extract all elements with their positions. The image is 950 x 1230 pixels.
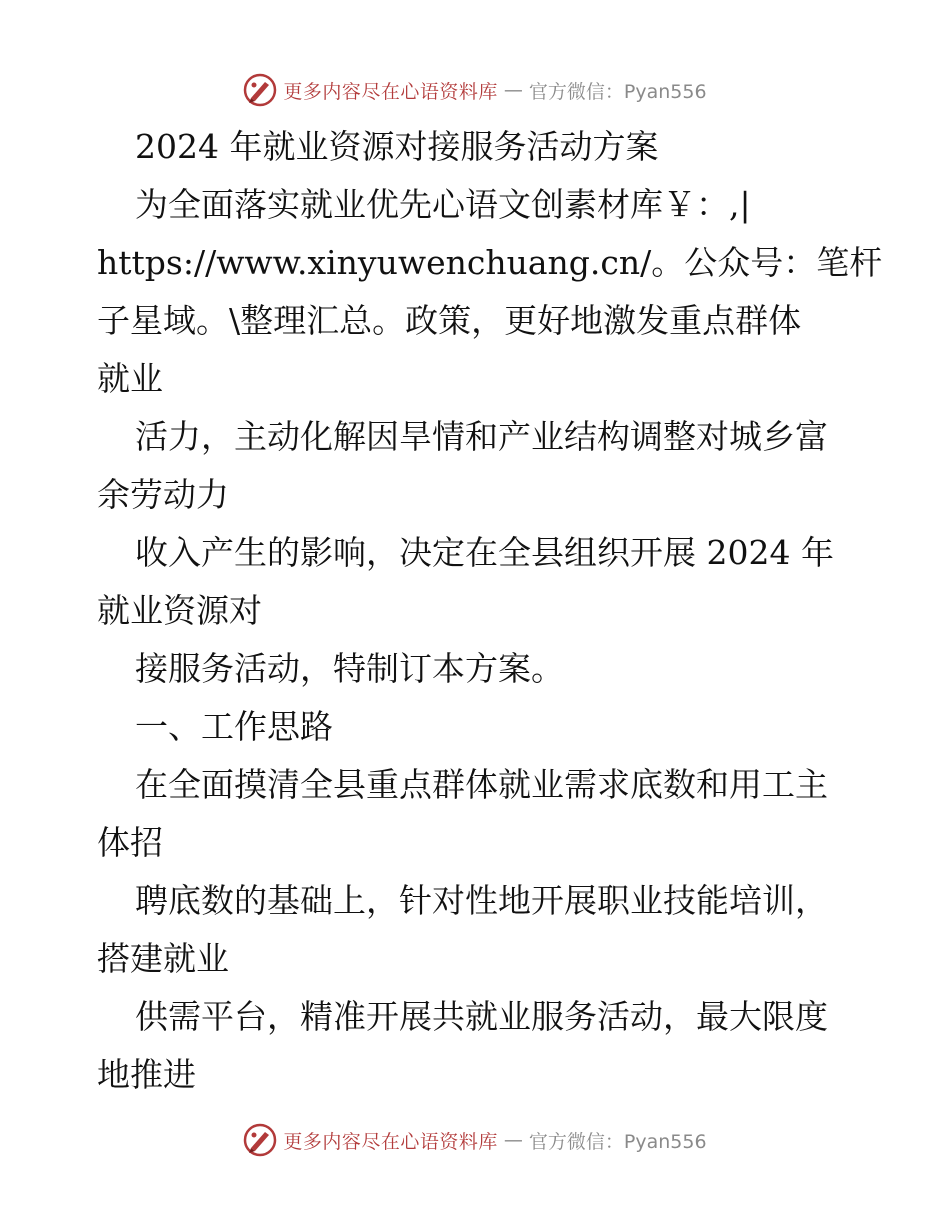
paragraph-line: https://www.xinyuwenchuang.cn/。公众号：笔杆 — [97, 243, 883, 282]
watermark-banner-top — [0, 72, 950, 108]
watermark-brand-text: 更多内容尽在心语资料库 — [283, 1130, 498, 1153]
watermark-banner-bottom — [0, 1122, 950, 1158]
paragraph-line: 余劳动力 — [97, 475, 229, 514]
watermark-contact-text: 官方微信：Pyan556 — [528, 1130, 707, 1153]
pen-logo-icon — [243, 73, 277, 107]
document-title: 2024 年就业资源对接服务活动方案 — [135, 127, 659, 166]
paragraph-line: 就业 — [97, 359, 163, 398]
paragraph-line: 在全面摸清全县重点群体就业需求底数和用工主 — [135, 765, 828, 804]
paragraph-line: 体招 — [97, 823, 163, 862]
document-body — [97, 118, 883, 1104]
watermark-contact-text: 官方微信：Pyan556 — [528, 80, 707, 103]
paragraph-line: 供需平台，精准开展共就业服务活动，最大限度 — [135, 997, 828, 1036]
paragraph-line: 搭建就业 — [97, 939, 229, 978]
section-heading: 一、工作思路 — [135, 707, 333, 746]
paragraph-line: 子星域。\整理汇总。政策，更好地激发重点群体 — [97, 301, 802, 340]
paragraph-line: 地推进 — [97, 1055, 196, 1094]
watermark-separator: — — [503, 79, 523, 101]
paragraph-line: 聘底数的基础上，针对性地开展职业技能培训， — [135, 881, 828, 920]
paragraph-line: 接服务活动，特制订本方案。 — [135, 649, 564, 688]
paragraph-line: 活力，主动化解因旱情和产业结构调整对城乡富 — [135, 417, 828, 456]
paragraph-line: 为全面落实就业优先心语文创素材库￥：,| — [135, 185, 751, 224]
paragraph-line: 收入产生的影响，决定在全县组织开展 2024 年 — [135, 533, 834, 572]
watermark-separator: — — [503, 1129, 523, 1151]
watermark-brand-text: 更多内容尽在心语资料库 — [283, 80, 498, 103]
paragraph-line: 就业资源对 — [97, 591, 262, 630]
pen-logo-icon — [243, 1123, 277, 1157]
